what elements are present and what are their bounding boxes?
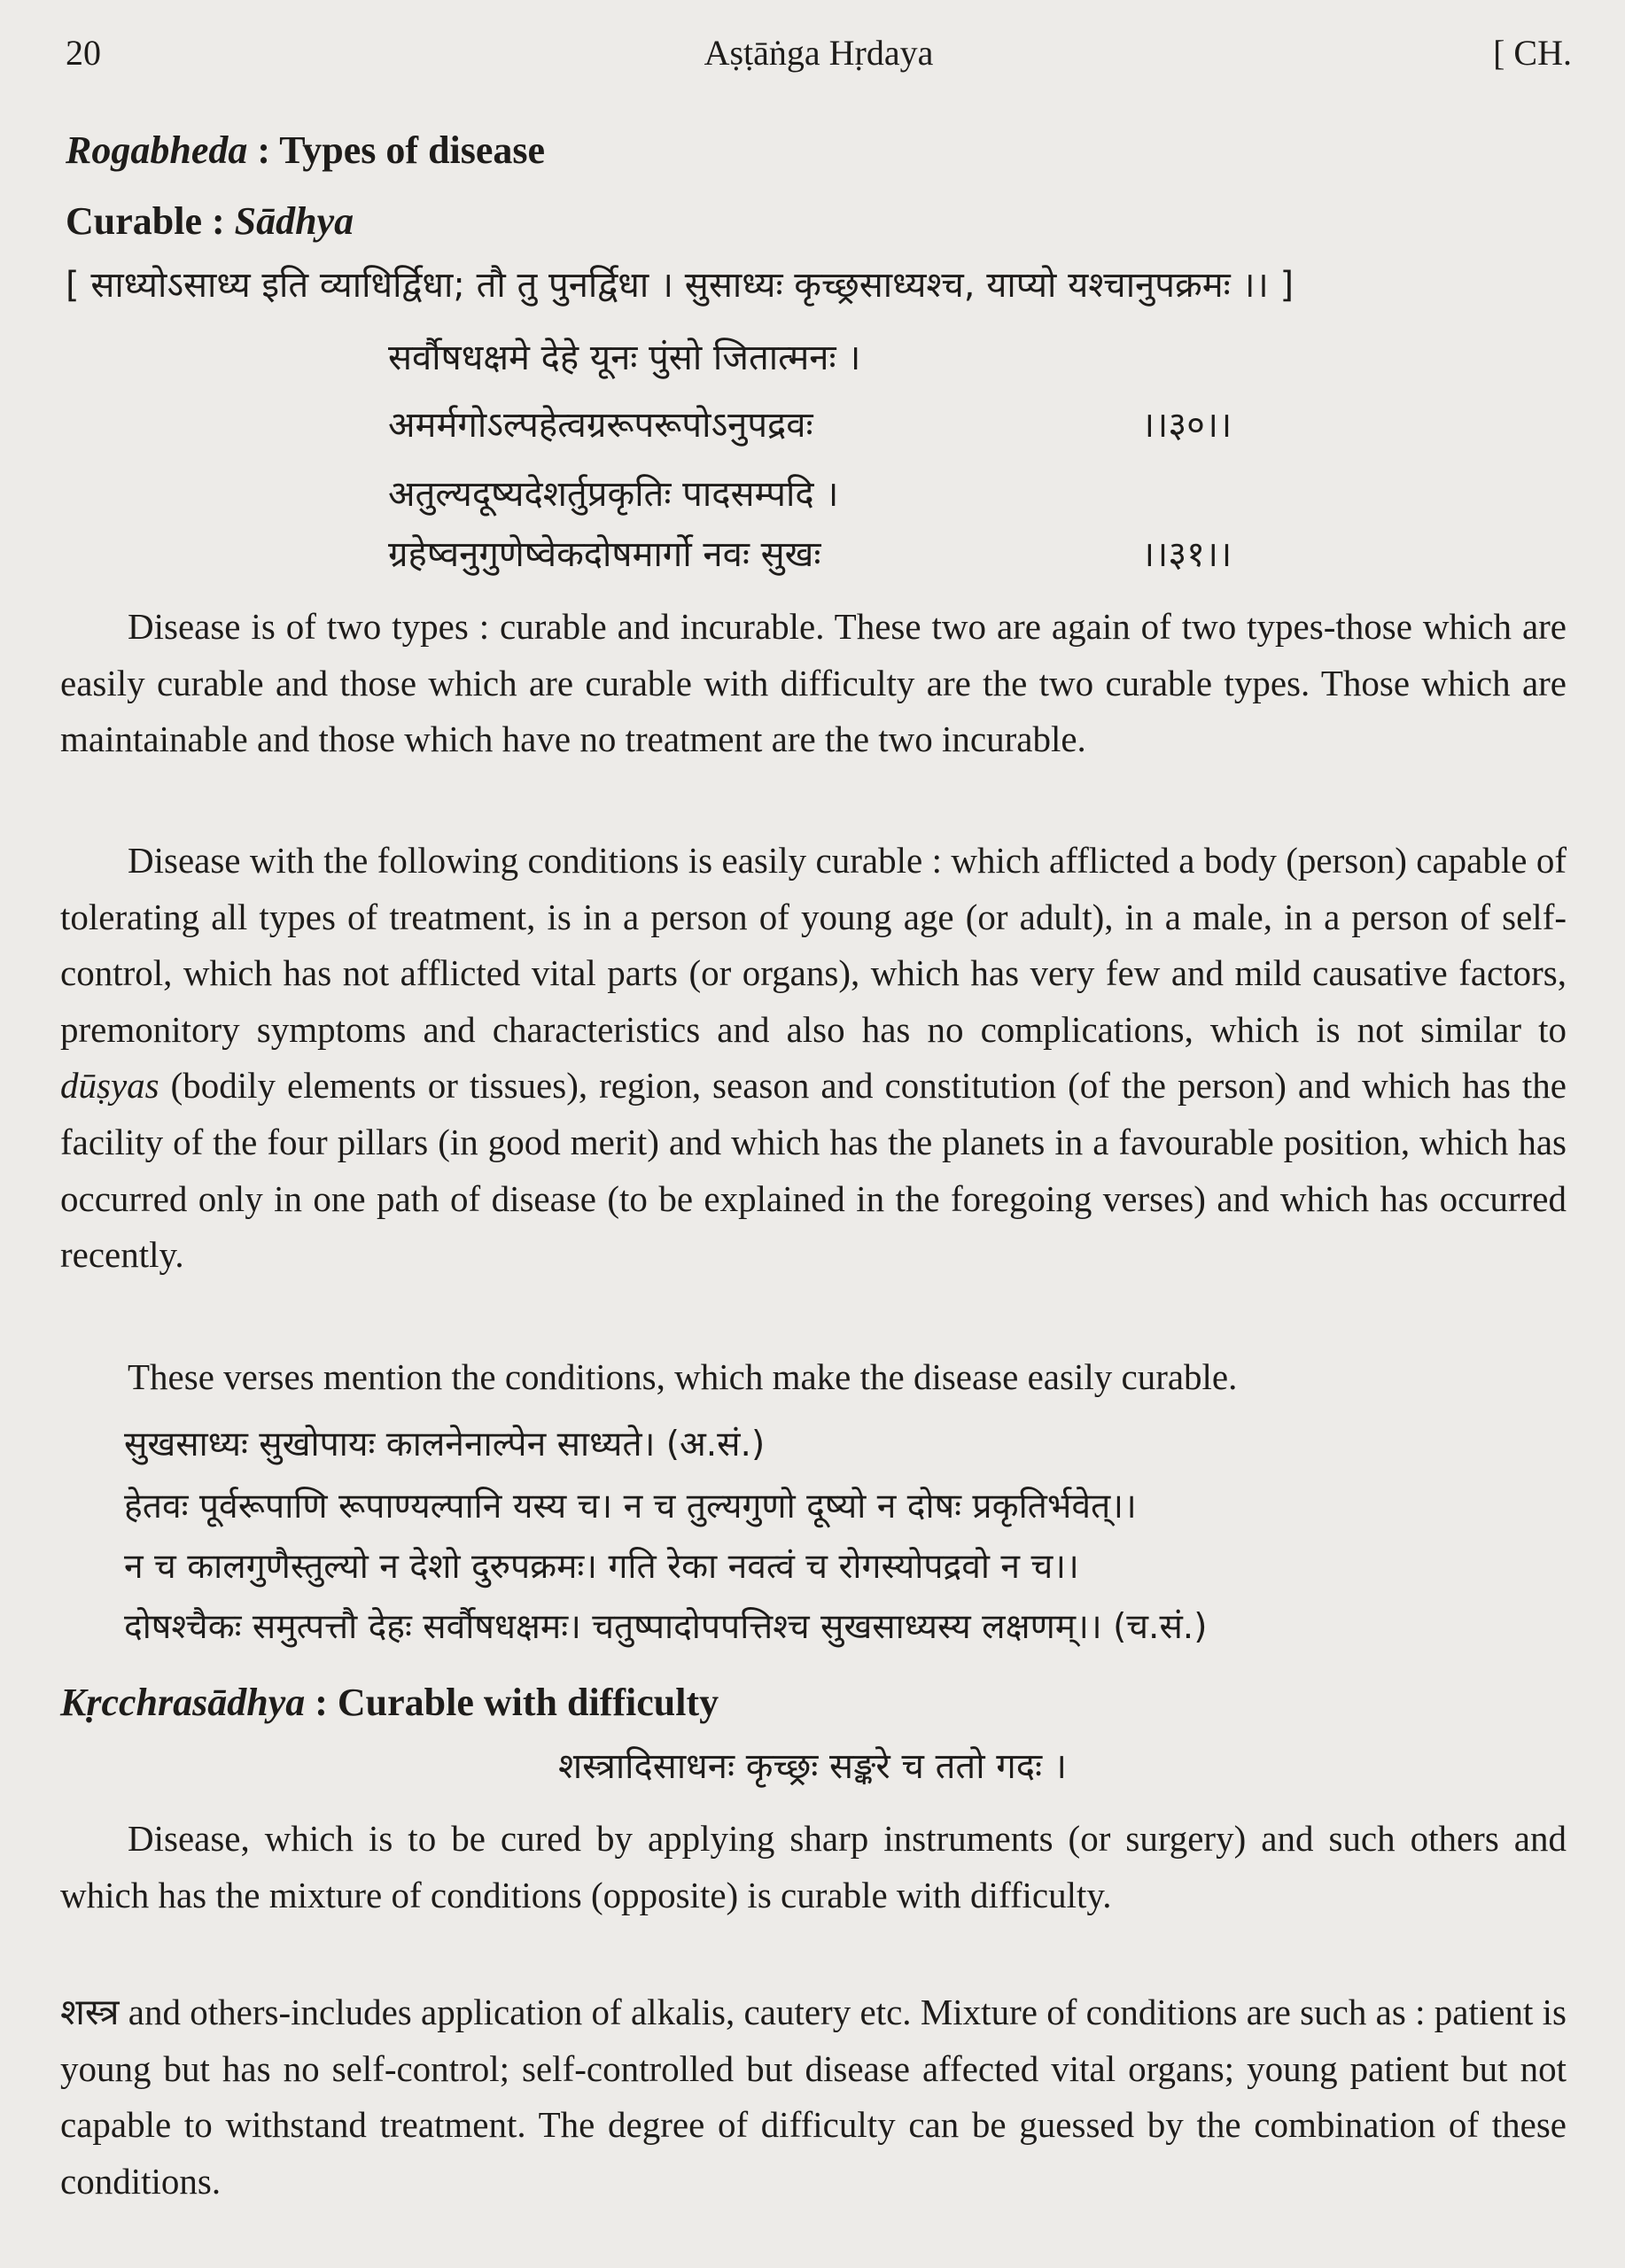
verse-text: ग्रहेष्वनुगुणेष्वेकदोषमार्गो नवः सुखः: [388, 534, 821, 575]
sanskrit-summary: [ साध्योऽसाध्य इति व्याधिर्द्विधा; तौ तु पुनर्द्विधा । सुसाध्यः कृच्छ्रसाध्यश्च, याप्यो यश्चानुपक्रमः ।। ]: [66, 265, 1295, 306]
verse-line: [388, 331, 860, 384]
heading-krcchra-text: : Curable with difficulty: [305, 1681, 719, 1724]
paragraph-easily-curable: [60, 833, 1567, 1284]
page-number: 20: [66, 33, 101, 73]
paragraph-italic-term: dūṣyas: [60, 1065, 159, 1107]
sanskrit-quote: हेतवः पूर्वरूपाणि रूपाण्यल्पानि यस्य च। न च तुल्यगुणो दूष्यो न दोषः प्रकृतिर्भवेत्।।: [124, 1487, 1137, 1526]
verse-number: ।।३०।।: [1141, 405, 1232, 446]
paragraph-text: and others-includes application of alkalis, cautery etc. Mixture of conditions are such as : patient is young but has no self-control; self-controlled but disease affected vital organs; young patient but not capable to withstand treatment. The degree of difficulty can be guessed by the combination of these conditions.: [60, 1992, 1567, 2202]
sanskrit-quote: सुखसाध्यः सुखोपायः कालनेनाल्पेन साध्यते। (अ.सं.): [124, 1425, 766, 1464]
heading-rogabheda: [66, 124, 545, 177]
sanskrit-quote: न च कालगुणैस्तुल्यो न देशो दुरुपक्रमः। गति रेका नवत्वं च रोगस्योपद्रवो न च।।: [124, 1547, 1079, 1587]
verse-line: [388, 399, 1232, 452]
verse-number: ।।३१।।: [1141, 534, 1232, 575]
heading-krcchra-italic: Kṛcchrasādhya: [60, 1681, 306, 1724]
heading-curable-text: Curable :: [66, 199, 235, 243]
paragraph-types-of-disease: Disease is of two types : curable and incurable. These two are again of two types-those which are easily curable and those which are curable with difficulty are the two curable types. Those which are maintainable and those which have no treatment are the two incurable.: [60, 606, 1567, 760]
verse-text: अमर्मगोऽल्पहेत्वग्ररूपरूपोऽनुपद्रवः: [388, 405, 813, 446]
sanskrit-quote: दोषश्चैकः समुत्पत्तौ देहः सर्वौषधक्षमः। चतुष्पादोपपत्तिश्च सुखसाध्यस्य लक्षणम्।। (च.सं.): [124, 1607, 1208, 1647]
heading-curable: [66, 195, 354, 248]
heading-rogabheda-text: : Types of disease: [247, 128, 546, 172]
verse-line: [388, 468, 838, 521]
paragraph-verses-mention: These verses mention the conditions, which make the disease easily curable.: [128, 1356, 1238, 1397]
heading-curable-italic: Sādhya: [234, 199, 354, 243]
chapter-marker: [ CH.: [1493, 33, 1572, 73]
verse-text: सर्वौषधक्षमे देहे यूनः पुंसो जितात्मनः ।: [388, 338, 861, 378]
verse-line: [388, 528, 1232, 581]
paragraph-mixture-of-conditions: [60, 1984, 1567, 2210]
book-title: Aṣṭāṅga Hṛdaya: [704, 33, 934, 73]
paragraph-text: Disease with the following conditions is easily curable : which afflicted a body (person) capable of tolerating all types of treatment, is in a person of young age (or adult), in a male, in a person of self-control, which has not afflicted vital parts (or organs), which has very few and mild causative factors, premonitory symptoms and characteristics and also has no complications, which is not similar to: [60, 840, 1567, 1050]
running-head: [66, 27, 1572, 80]
verse-text: अतुल्यदूष्यदेशर्तुप्रकृतिः पादसम्पदि ।: [388, 474, 839, 515]
heading-krcchrasadhya: [60, 1676, 719, 1729]
devanagari-term: शस्त्र: [60, 1991, 120, 2033]
heading-rogabheda-italic: Rogabheda: [66, 128, 248, 172]
paragraph-text: (bodily elements or tissues), region, season and constitution (of the person) and which has the facility of the four pillars (in good merit) and which has the planets in a favourable position, which has occurred only in one path of disease (to be explained in the foregoing verses) and which has occurred recently.: [60, 1065, 1567, 1276]
paragraph-curable-with-difficulty: Disease, which is to be cured by applying sharp instruments (or surgery) and such others and which has the mixture of conditions (opposite) is curable with difficulty.: [60, 1818, 1567, 1915]
verse-krcchra: शस्त्रादिसाधनः कृच्छ्रः सङ्करे च ततो गदः ।: [557, 1746, 1067, 1787]
